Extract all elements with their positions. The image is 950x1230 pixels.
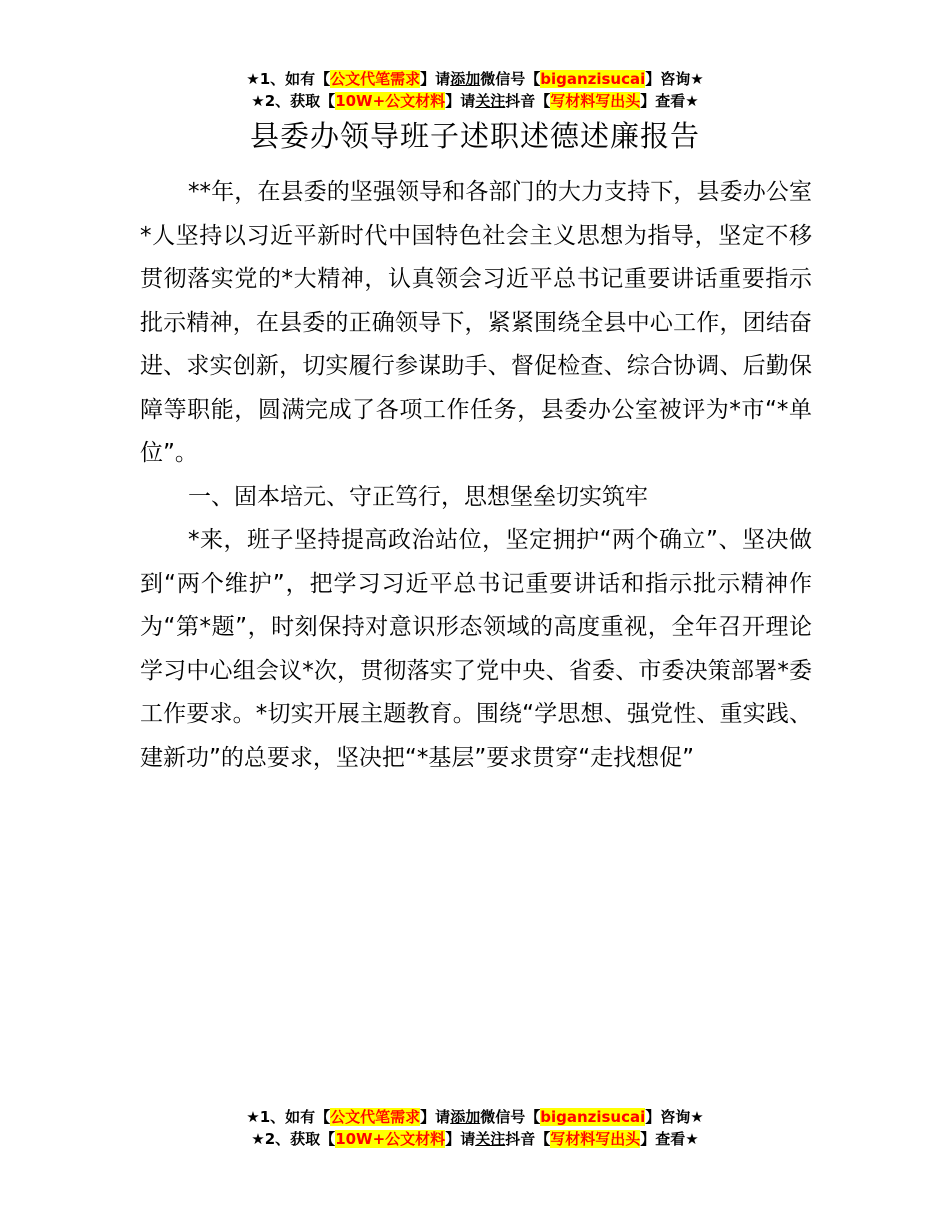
promo-line-1 xyxy=(0,1106,950,1128)
promo-underlined-text: 关注 xyxy=(475,1130,506,1148)
promo-highlight: biganzisucai xyxy=(540,1108,646,1126)
body-paragraph: **年，在县委的坚强领导和各部门的大力支持下，县委办公室*人坚持以习近平新时代中国特色社会主义思想为指导，坚定不移贯彻落实党的*大精神，认真领会习近平总书记重要讲话重要指示批示精神，在县委的正确领导下，紧紧围绕全县中心工作，团结奋进、求实创新，切实履行参谋助手、督促检查、综合协调、后勤保障等职能，圆满完成了各项工作任务，县委办公室被评为*市“*单位”。 xyxy=(140,179,812,466)
promo-underlined-text: 添加 xyxy=(450,1108,481,1126)
promo-underlined-text: 添加 xyxy=(450,70,481,88)
promo-highlight: biganzisucai xyxy=(540,70,646,88)
promo-text: ★1、如有【 xyxy=(246,70,331,88)
promo-text: 抖音【 xyxy=(505,92,551,110)
promo-underlined-text: 关注 xyxy=(475,92,506,110)
promo-highlight: 10W+公文材料 xyxy=(335,1130,446,1148)
promo-highlight: 公文代笔需求 xyxy=(330,70,421,88)
body-paragraph: *来，班子坚持提高政治站位，坚定拥护“两个确立”、坚决做到“两个维护”，把学习习近平总书记重要讲话和指示批示精神作为“第*题”，时刻保持对意识形态领域的高度重视，全年召开理论学习中心组会议*次，贯彻落实了党中央、省委、市委决策部署*委工作要求。*切实开展主题教育。围绕“学思想、强党性、重实践、建新功”的总要求，坚决把“*基层”要求贯穿“走找想促” xyxy=(140,527,812,771)
document-body xyxy=(140,171,812,780)
promo-text: ★2、获取【 xyxy=(251,92,336,110)
promo-text: ★2、获取【 xyxy=(251,1130,336,1148)
promo-line-1 xyxy=(0,68,950,90)
promo-text: 抖音【 xyxy=(505,1130,551,1148)
section-heading: 一、固本培元、守正笃行，思想堡垒切实筑牢 xyxy=(188,483,648,510)
promo-highlight: 写材料写出头 xyxy=(550,1130,641,1148)
document-title: 县委办领导班子述职述德述廉报告 xyxy=(249,119,700,153)
promo-line-2 xyxy=(0,90,950,112)
promo-banner-bottom xyxy=(0,1106,950,1150)
promo-text: 】咨询★ xyxy=(645,70,704,88)
promo-text: 】查看★ xyxy=(640,1130,699,1148)
promo-line-2 xyxy=(0,1128,950,1150)
promo-banner-top xyxy=(0,68,950,112)
promo-text: 】请 xyxy=(445,1130,476,1148)
promo-highlight: 写材料写出头 xyxy=(550,92,641,110)
promo-highlight: 10W+公文材料 xyxy=(335,92,446,110)
promo-text: ★1、如有【 xyxy=(246,1108,331,1126)
promo-text: 】请 xyxy=(420,70,451,88)
promo-text: 微信号【 xyxy=(480,1108,541,1126)
promo-text: 】查看★ xyxy=(640,92,699,110)
promo-text: 】请 xyxy=(445,92,476,110)
promo-highlight: 公文代笔需求 xyxy=(330,1108,421,1126)
promo-text: 微信号【 xyxy=(480,70,541,88)
promo-text: 】请 xyxy=(420,1108,451,1126)
promo-text: 】咨询★ xyxy=(645,1108,704,1126)
